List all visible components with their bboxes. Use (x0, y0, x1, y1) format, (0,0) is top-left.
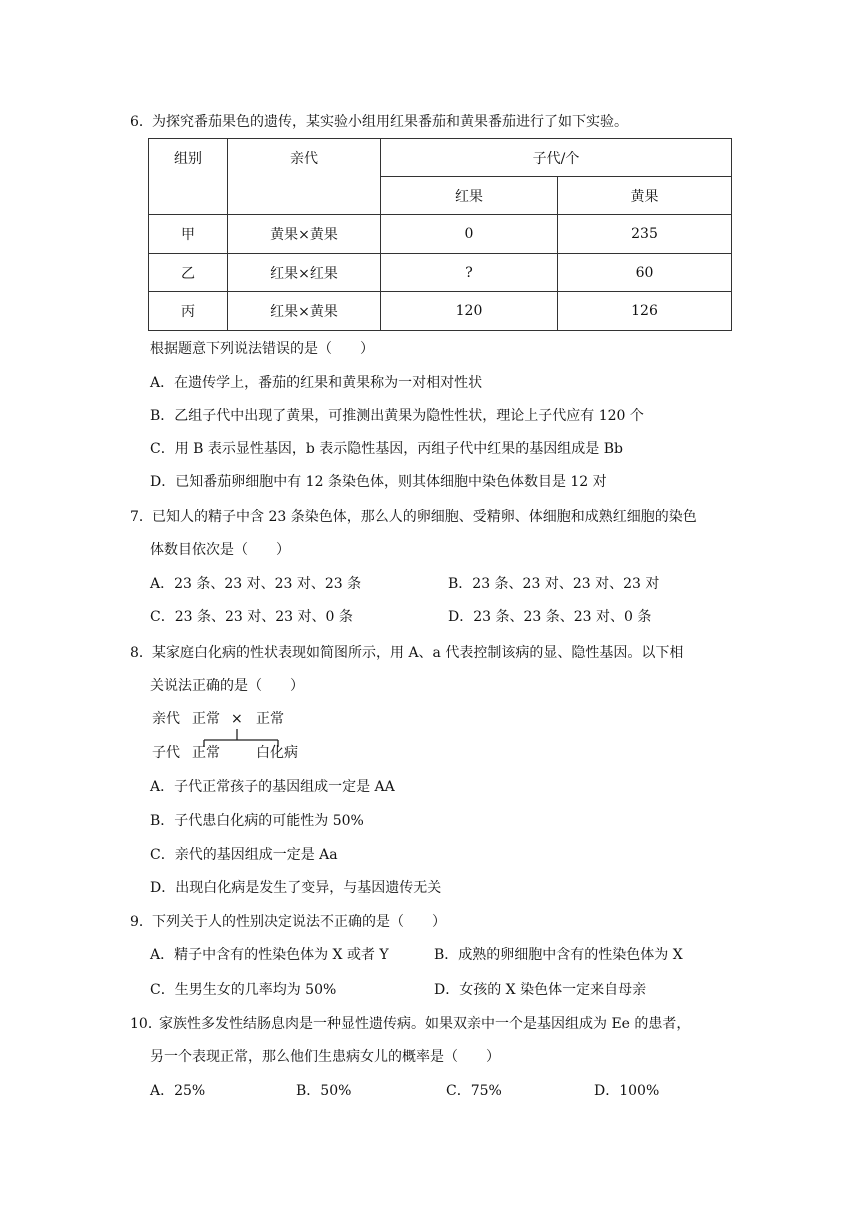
cell-yellow: 60 (558, 254, 732, 292)
cell-group: 丙 (149, 292, 228, 331)
question-8-stem-line-1: 某家庭白化病的性状表现如简图所示，用 A、a 代表控制该病的显、隐性基因。以下相 (152, 645, 684, 661)
question-6-stem: 为探究番茄果色的遗传，某实验小组用红果番茄和黄果番茄进行了如下实验。 (152, 114, 628, 130)
question-8-stem-line-2: 关说法正确的是（ ） (150, 678, 304, 694)
question-9-option-b: B．成熟的卵细胞中含有的性染色体为 X (434, 947, 683, 963)
tomato-experiment-table (148, 138, 732, 331)
question-6-option-b: B．乙组子代中出现了黄果，可推测出黄果为隐性性状，理论上子代应有 120 个 (150, 408, 644, 424)
cell-parent: 红果×红果 (228, 254, 381, 292)
table-row (149, 215, 732, 254)
pedigree-parent-label: 亲代 (152, 711, 180, 727)
pedigree-parent-2: 正常 (256, 711, 284, 727)
question-6-option-a: A．在遗传学上，番茄的红果和黄果称为一对相对性状 (150, 375, 483, 391)
question-8-option-a: A．子代正常孩子的基因组成一定是 AA (150, 779, 395, 795)
cell-parent: 黄果×黄果 (228, 215, 381, 254)
question-10-stem-line-1: 家族性多发性结肠息肉是一种显性遗传病。如果双亲中一个是基因组成为 Ee 的患者， (159, 1016, 691, 1032)
table-header-yellow: 黄果 (558, 177, 732, 215)
table-row (149, 292, 732, 331)
pedigree-child-albino: 白化病 (256, 745, 298, 761)
question-8-option-d: D．出现白化病是发生了变异，与基因遗传无关 (150, 880, 442, 896)
question-10-option-b: B．50% (296, 1083, 352, 1099)
question-6-number: 6． (130, 114, 153, 130)
cell-red: ? (381, 254, 558, 292)
question-10-number: 10． (130, 1016, 162, 1032)
question-9-option-d: D．女孩的 X 染色体一定来自母亲 (434, 982, 647, 998)
cell-group: 乙 (149, 254, 228, 292)
cell-yellow: 126 (558, 292, 732, 331)
cell-red: 0 (381, 215, 558, 254)
question-7-number: 7． (130, 509, 153, 525)
question-6-option-d: D．已知番茄卵细胞中有 12 条染色体，则其体细胞中染色体数目是 12 对 (150, 474, 607, 490)
cell-group: 甲 (149, 215, 228, 254)
table-row (149, 254, 732, 292)
table-header-red: 红果 (381, 177, 558, 215)
question-8-option-c: C．亲代的基因组成一定是 Aa (150, 847, 338, 863)
table-header-parent: 亲代 (228, 139, 381, 215)
question-9-option-a: A．精子中含有的性染色体为 X 或者 Y (150, 947, 389, 963)
question-7-stem-line-2: 体数目依次是（ ） (150, 542, 290, 558)
question-9-option-c: C．生男生女的几率均为 50% (150, 982, 337, 998)
question-7-option-a: A．23 条、23 对、23 对、23 条 (150, 576, 362, 592)
question-10-option-d: D．100% (594, 1083, 660, 1099)
question-10-option-a: A．25% (150, 1083, 206, 1099)
question-10-stem-line-2: 另一个表现正常，那么他们生患病女儿的概率是（ ） (150, 1049, 500, 1065)
cell-yellow: 235 (558, 215, 732, 254)
question-7-option-b: B．23 条、23 对、23 对、23 对 (448, 576, 660, 592)
question-9-number: 9． (130, 914, 153, 930)
pedigree-cross-symbol: × (231, 711, 243, 727)
question-8-option-b: B．子代患白化病的可能性为 50% (150, 813, 364, 829)
question-6-prompt: 根据题意下列说法错误的是（ ） (150, 341, 374, 357)
cell-red: 120 (381, 292, 558, 331)
albinism-pedigree-diagram (150, 710, 310, 764)
cell-parent: 红果×黄果 (228, 292, 381, 331)
table-header-group: 组别 (149, 139, 228, 215)
question-7-option-d: D．23 条、23 条、23 对、0 条 (448, 609, 652, 625)
question-10-option-c: C．75% (446, 1083, 502, 1099)
question-8-number: 8． (130, 645, 153, 661)
pedigree-child-label: 子代 (152, 745, 180, 761)
pedigree-parent-1: 正常 (192, 711, 220, 727)
question-9-stem: 下列关于人的性别决定说法不正确的是（ ） (152, 914, 446, 930)
table-header-offspring: 子代/个 (381, 139, 732, 177)
pedigree-child-normal: 正常 (192, 745, 220, 761)
question-7-option-c: C．23 条、23 对、23 对、0 条 (150, 609, 353, 625)
question-7-stem-line-1: 已知人的精子中含 23 条染色体，那么人的卵细胞、受精卵、体细胞和成熟红细胞的染色 (152, 509, 697, 525)
question-6-option-c: C．用 B 表示显性基因，b 表示隐性基因，丙组子代中红果的基因组成是 Bb (150, 441, 624, 457)
